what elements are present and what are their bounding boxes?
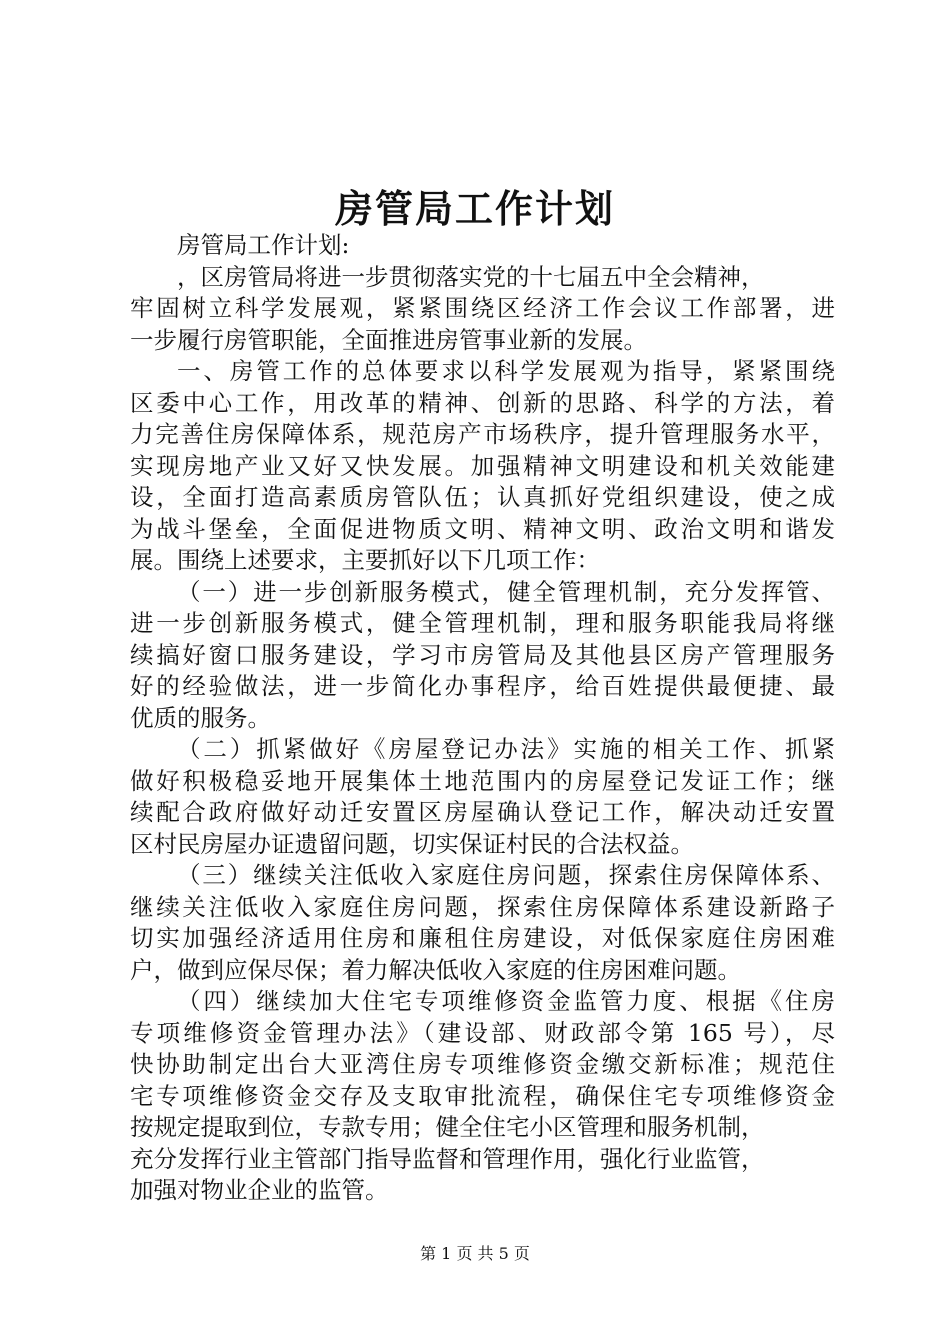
text-line: 继续关注低收入家庭住房问题，探索住房保障体系建设新路子 xyxy=(130,892,835,921)
text-line: 一、房管工作的总体要求以科学发展观为指导，紧紧围绕 xyxy=(177,357,835,385)
text-line: 充分发挥行业主管部门指导监督和管理作用，强化行业监管， xyxy=(130,1144,765,1173)
text-line: 为战斗堡垒，全面促进物质文明、精神文明、政治文明和谐发 xyxy=(130,514,835,543)
text-line: 展。围绕上述要求，主要抓好以下几项工作： xyxy=(130,546,600,574)
text-line: 房管局工作计划: xyxy=(177,231,350,259)
text-line: ，区房管局将进一步贯彻落实党的十七届五中全会精神， xyxy=(177,262,765,291)
text-line: 专项维修资金管理办法》（建设部、财政部令第 165 号），尽 xyxy=(130,1018,835,1047)
text-line: 牢固树立科学发展观，紧紧围绕区经济工作会议工作部署，进 xyxy=(130,294,835,322)
text-line: 宅专项维修资金交存及支取审批流程，确保住宅专项维修资金 xyxy=(130,1081,835,1110)
text-line: 力完善住房保障体系，规范房产市场秩序，提升管理服务水平， xyxy=(130,420,835,448)
text-line: 加强对物业企业的监管。 xyxy=(130,1176,389,1204)
document-title: 房管局工作计划 xyxy=(334,186,615,231)
text-line: 优质的服务。 xyxy=(130,703,271,732)
text-line: 切实加强经济适用住房和廉租住房建设，对低保家庭住房困难 xyxy=(130,924,835,952)
text-line: 好的经验做法，进一步简化办事程序，给百姓提供最便捷、最 xyxy=(130,672,835,700)
text-line: 一步履行房管职能，全面推进房管事业新的发展。 xyxy=(130,325,647,354)
text-line: 续搞好窗口服务建设，学习市房管局及其他县区房产管理服务 xyxy=(130,640,835,669)
text-line: 快协助制定出台大亚湾住房专项维修资金缴交新标准；规范住 xyxy=(130,1050,835,1078)
text-line: 续配合政府做好动迁安置区房屋确认登记工作，解决动迁安置 xyxy=(130,798,835,826)
text-line: （三）继续关注低收入家庭住房问题，探索住房保障体系、 xyxy=(177,861,835,889)
text-line: （四）继续加大住宅专项维修资金监管力度、根据《住房 xyxy=(177,987,835,1015)
text-line: （一）进一步创新服务模式，健全管理机制，充分发挥管、 xyxy=(177,577,835,606)
text-line: 户，做到应保尽保；着力解决低收入家庭的住房困难问题。 xyxy=(130,955,741,984)
text-line: 按规定提取到位，专款专用；健全住宅小区管理和服务机制， xyxy=(130,1113,765,1141)
text-line: 进一步创新服务模式，健全管理机制，理和服务职能我局将继 xyxy=(130,609,835,637)
page-footer: 第 1 页 共 5 页 xyxy=(420,1244,530,1263)
text-line: 区村民房屋办证遗留问题，切实保证村民的合法权益。 xyxy=(130,829,694,858)
text-line: 设，全面打造高素质房管队伍；认真抓好党组织建设，使之成 xyxy=(130,483,835,511)
document-body xyxy=(130,230,835,1207)
text-line: （二）抓紧做好《房屋登记办法》实施的相关工作、抓紧 xyxy=(177,735,835,763)
text-line: 实现房地产业又好又快发展。加强精神文明建设和机关效能建 xyxy=(130,451,835,480)
text-line: 做好积极稳妥地开展集体土地范围内的房屋登记发证工作；继 xyxy=(130,766,835,795)
text-line: 区委中心工作，用改革的精神、创新的思路、科学的方法，着 xyxy=(130,388,835,417)
